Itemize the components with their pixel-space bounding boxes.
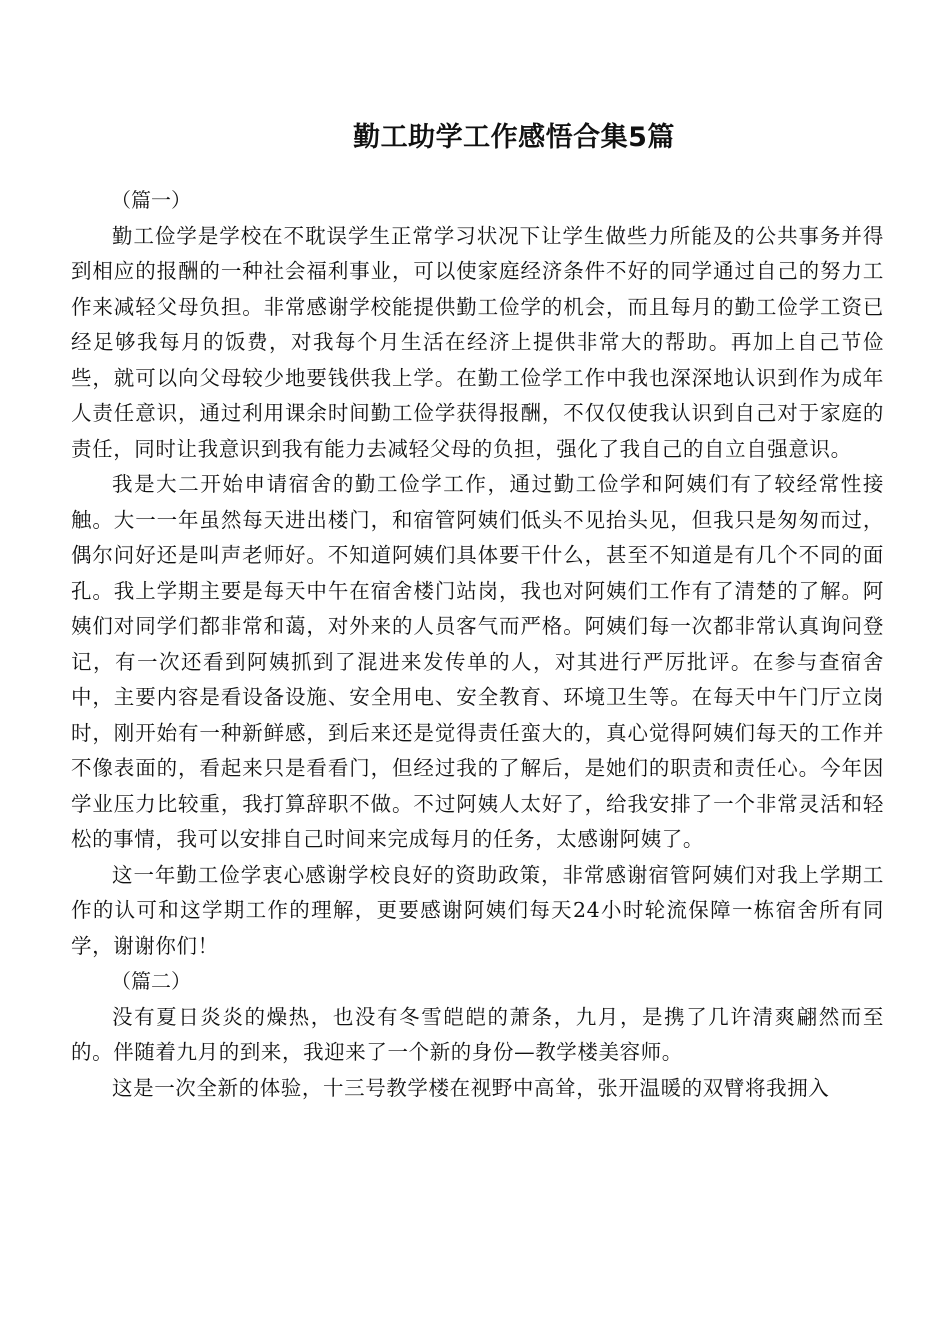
paragraph: 没有夏日炎炎的燥热，也没有冬雪皑皑的萧条，九月，是携了几许清爽翩然而至的。伴随着九月的到来，我迎来了一个新的身份—教学楼美容师。 (71, 1004, 884, 1064)
document-title: 勤工助学工作感悟合集5篇 (353, 122, 675, 154)
paragraph: 勤工俭学是学校在不耽误学生正常学习状况下让学生做些力所能及的公共事务并得到相应的报酬的一种社会福利事业，可以使家庭经济条件不好的同学通过自己的努力工作来减轻父母负担。非常感谢学校能提供勤工俭学的机会，而且每月的勤工俭学工资已经足够我每月的饭费，对我每个月生活在经济上提供非常大的帮助。再加上自己节俭些，就可以向父母较少地要钱供我上学。在勤工俭学工作中我也深深地认识到作为成年人责任意识，通过利用课余时间勤工俭学获得报酬，不仅仅使我认识到自己对于家庭的责任，同时让我意识到我有能力去减轻父母的负担，强化了我自己的自立自强意识。 (71, 223, 884, 461)
paragraph: 这一年勤工俭学衷心感谢学校良好的资助政策，非常感谢宿管阿姨们对我上学期工作的认可和这学期工作的理解，更要感谢阿姨们每天24小时轮流保障一栋宿舍所有同学，谢谢你们！ (71, 862, 884, 958)
paragraph: 这是一次全新的体验，十三号教学楼在视野中高耸，张开温暖的双臂将我拥入 (112, 1075, 830, 1100)
document-body (71, 183, 884, 1106)
section-2 (71, 964, 884, 1106)
section-heading: （篇二） (111, 969, 191, 993)
paragraph: 我是大二开始申请宿舍的勤工俭学工作，通过勤工俭学和阿姨们有了较经常性接触。大一一年虽然每天进出楼门，和宿管阿姨们低头不见抬头见，但我只是匆匆而过，偶尔问好还是叫声老师好。不知道阿姨们具体要干什么，甚至不知道是有几个不同的面孔。我上学期主要是每天中午在宿舍楼门站岗，我也对阿姨们工作有了清楚的了解。阿姨们对同学们都非常和蔼，对外来的人员客气而严格。阿姨们每一次都非常认真询问登记，有一次还看到阿姨抓到了混进来发传单的人，对其进行严厉批评。在参与查宿舍中，主要内容是看设备设施、安全用电、安全教育、环境卫生等。在每天中午门厅立岗时，刚开始有一种新鲜感，到后来还是觉得责任蛮大的，真心觉得阿姨们每天的工作并不像表面的，看起来只是看看门，但经过我的了解后，是她们的职责和责任心。今年因学业压力比较重，我打算辞职不做。不过阿姨人太好了，给我安排了一个非常灵活和轻松的事情，我可以安排自己时间来完成每月的任务，太感谢阿姨了。 (71, 472, 884, 851)
section-1 (71, 183, 884, 964)
section-heading: （篇一） (111, 188, 191, 212)
